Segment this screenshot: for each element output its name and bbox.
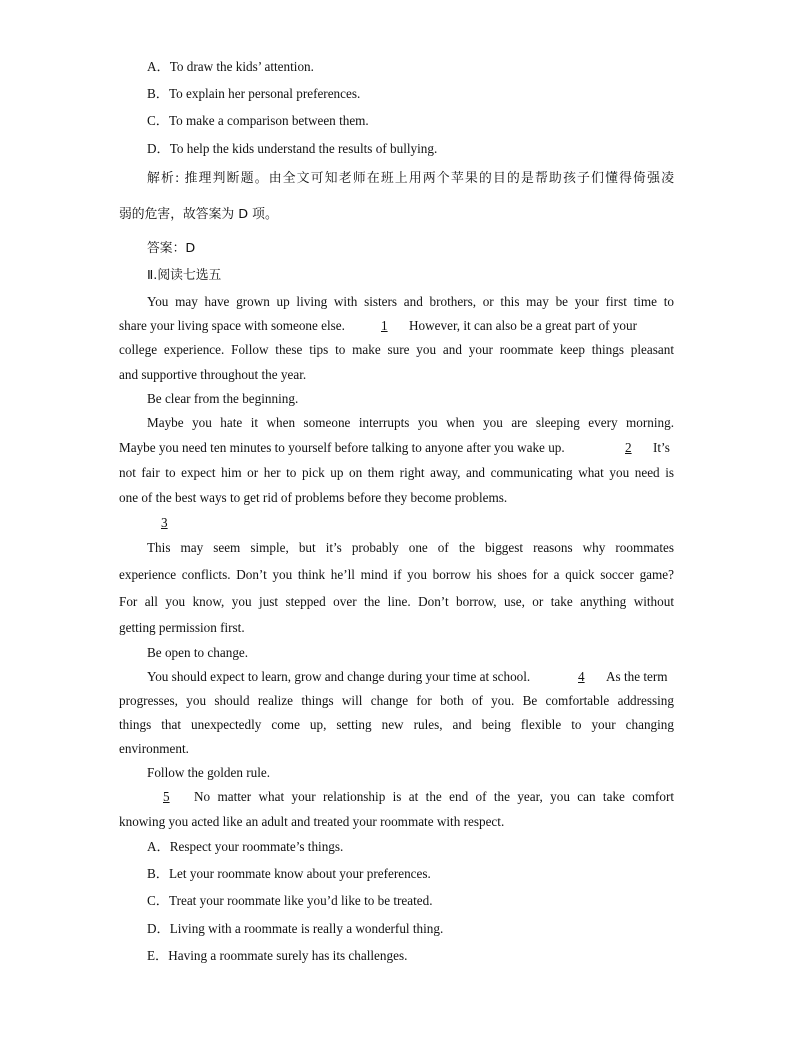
p2-line-2b: It’s	[653, 440, 670, 455]
p5-line-2: knowing you acted like an adult and treated your roommate with respect.	[119, 814, 505, 829]
p1-line-3: college experience. Follow these tips to make sure you and your roommate keep things pleasant	[119, 342, 674, 357]
p4-line-3: things that unexpectedly come up, setting new rules, and being flexible to your changing	[119, 717, 674, 732]
p4-line-4: environment.	[119, 741, 189, 756]
heading-be-open: Be open to change.	[147, 645, 249, 660]
prev-option-c: C．To make a comparison between them.	[147, 113, 369, 128]
p3-line-3: For all you know, you just stepped over the line. Don’t borrow, use, or take anything without	[119, 594, 674, 609]
section-title: Ⅱ.阅读七选五	[147, 268, 222, 283]
blank-4: 4	[578, 669, 585, 684]
prev-option-d: D．To help the kids understand the results of bullying.	[147, 141, 438, 156]
p3-line-4: getting permission first.	[119, 620, 245, 635]
p1-line-2b: However, it can also be a great part of your	[409, 318, 637, 333]
prev-option-b: B．To explain her personal preferences.	[147, 86, 361, 101]
p5-line-1: No matter what your relationship is at the end of the year, you can take comfort	[194, 789, 674, 804]
option-b: B．Let your roommate know about your preferences.	[147, 866, 431, 881]
p4-line-1a: You should expect to learn, grow and change during your time at school.	[147, 669, 531, 684]
p4-line-2: progresses, you should realize things will change for both of you. Be comfortable addressing	[119, 693, 674, 708]
p2-line-3: not fair to expect him or her to pick up on them right away, and communicating what you need is	[119, 465, 674, 480]
answer-line: 答案：D	[147, 241, 196, 256]
p2-line-2a: Maybe you need ten minutes to yourself before talking to anyone after you wake up.	[119, 440, 565, 455]
prev-option-a: A．To draw the kids’ attention.	[147, 59, 314, 74]
explanation-line-1: 解析: 推理判断题。由全文可知老师在班上用两个苹果的目的是帮助孩子们懂得倚强凌	[147, 171, 674, 186]
blank-1: 1	[381, 318, 388, 333]
explanation-line-2: 弱的危害，故答案为 D 项。	[119, 207, 278, 222]
p3-line-2: experience conflicts. Don’t you think he’ll mind if you borrow his shoes for a quick soccer game?	[119, 567, 674, 582]
option-d: D．Living with a roommate is really a wonderful thing.	[147, 921, 444, 936]
option-e: E．Having a roommate surely has its challenges.	[147, 948, 408, 963]
heading-be-clear: Be clear from the beginning.	[147, 391, 299, 406]
option-c: C．Treat your roommate like you’d like to be treated.	[147, 893, 433, 908]
p1-line-1: You may have grown up living with sisters and brothers, or this may be your first time to	[147, 294, 674, 309]
option-a: A．Respect your roommate’s things.	[147, 839, 344, 854]
blank-5: 5	[163, 789, 170, 804]
p1-line-4: and supportive throughout the year.	[119, 367, 307, 382]
p1-line-2a: share your living space with someone else.	[119, 318, 345, 333]
p4-line-1b: As the term	[606, 669, 668, 684]
heading-golden-rule: Follow the golden rule.	[147, 765, 271, 780]
p3-line-1: This may seem simple, but it’s probably one of the biggest reasons why roommates	[147, 540, 674, 555]
p2-line-1: Maybe you hate it when someone interrupts you when you are sleeping every morning.	[147, 415, 674, 430]
blank-3: 3	[161, 515, 168, 530]
p2-line-4: one of the best ways to get rid of problems before they become problems.	[119, 490, 508, 505]
blank-2: 2	[625, 440, 632, 455]
